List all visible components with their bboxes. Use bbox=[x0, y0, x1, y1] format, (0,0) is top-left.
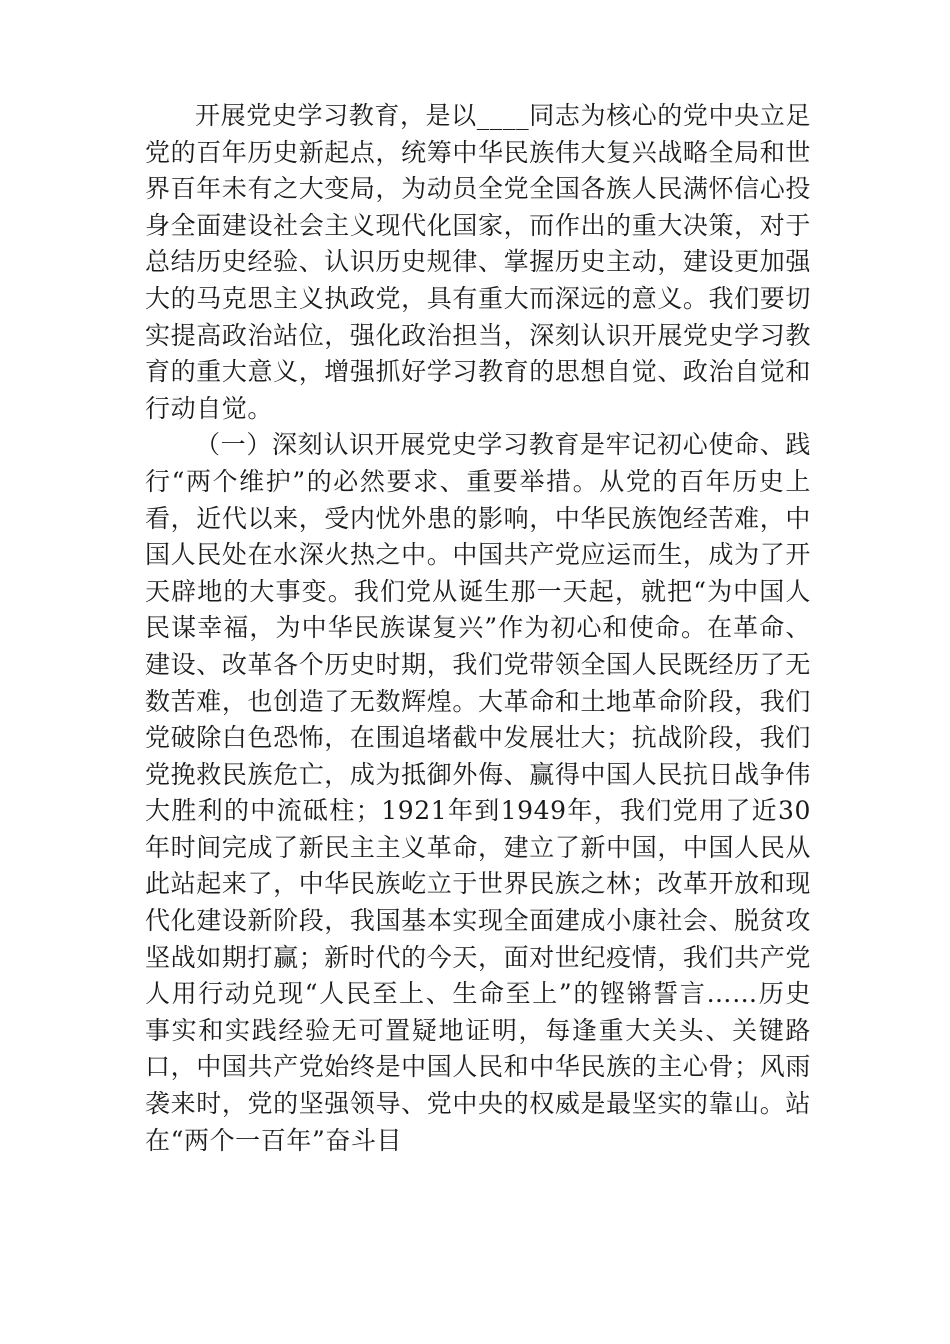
paragraph-section-one: （一）深刻认识开展党史学习教育是牢记初心使命、践行“两个维护”的必然要求、重要举措。从党的百年历史上看，近代以来，受内忧外患的影响，中华民族饱经苦难，中国人民处在水深火热之中。中国共产党应运而生，成为了开天辟地的大事变。我们党从诞生那一天起，就把“为中国人民谋幸福，为中华民族谋复兴”作为初心和使命。在革命、建设、改革各个历史时期，我们党带领全国人民既经历了无数苦难，也创造了无数辉煌。大革命和土地革命阶段，我们党破除白色恐怖，在围追堵截中发展壮大；抗战阶段，我们党挽救民族危亡，成为抵御外侮、赢得中国人民抗日战争伟大胜利的中流砥柱；1921年到1949年，我们党用了近30年时间完成了新民主主义革命，建立了新中国，中国人民从此站起来了，中华民族屹立于世界民族之林；改革开放和现代化建设新阶段，我国基本实现全面建成小康社会、脱贫攻坚战如期打赢；新时代的今天，面对世纪疫情，我们共产党人用行动兑现“人民至上、生命至上”的铿锵誓言……历史事实和实践经验无可置疑地证明，每逢重大关头、关键路口，中国共产党始终是中国人民和中华民族的主心骨；风雨袭来时，党的坚强领导、党中央的权威是最坚实的靠山。站在“两个一百年”奋斗目 bbox=[145, 430, 811, 1155]
paragraph-intro: 开展党史学习教育，是以____同志为核心的党中央立足党的百年历史新起点，统筹中华民族伟大复兴战略全局和世界百年未有之大变局，为动员全党全国各族人民满怀信心投身全面建设社会主义现代化国家，而作出的重大决策，对于总结历史经验、认识历史规律、掌握历史主动，建设更加强大的马克思主义执政党，具有重大而深远的意义。我们要切实提高政治站位，强化政治担当，深刻认识开展党史学习教育的重大意义，增强抓好学习教育的思想自觉、政治自觉和行动自觉。 bbox=[145, 101, 811, 423]
document-body bbox=[145, 98, 811, 1159]
